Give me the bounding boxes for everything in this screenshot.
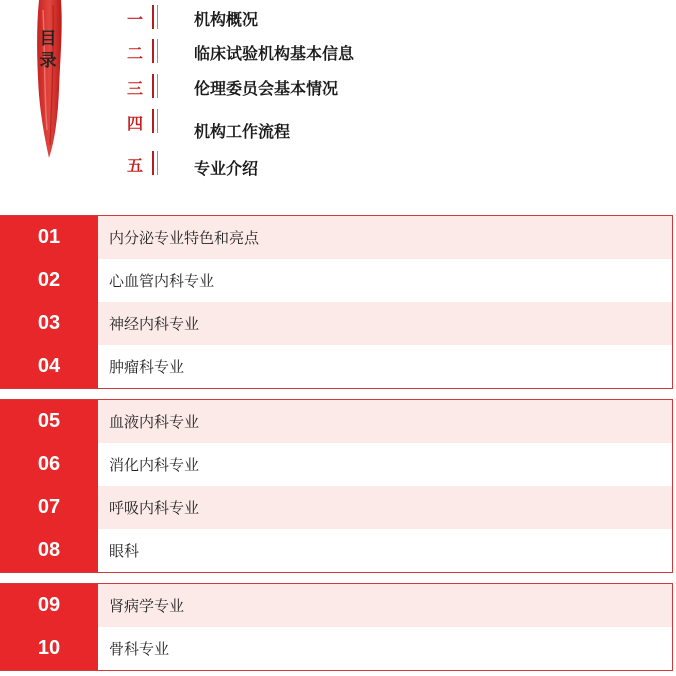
specialty-group xyxy=(0,215,673,389)
specialty-row[interactable] xyxy=(0,400,672,443)
row-label: 内分泌专业特色和亮点 xyxy=(98,216,672,259)
specialty-row[interactable] xyxy=(0,529,672,572)
divider xyxy=(157,39,158,63)
row-number: 01 xyxy=(0,216,98,259)
row-label: 血液内科专业 xyxy=(98,400,672,443)
specialty-row[interactable] xyxy=(0,486,672,529)
toc-title: 临床试验机构基本信息 xyxy=(194,44,355,63)
divider xyxy=(152,39,154,63)
divider xyxy=(157,74,158,98)
specialty-row[interactable] xyxy=(0,345,672,388)
row-number: 07 xyxy=(0,486,98,529)
specialty-group xyxy=(0,399,673,573)
row-number: 06 xyxy=(0,443,98,486)
row-number: 03 xyxy=(0,302,98,345)
row-label: 肾病学专业 xyxy=(98,584,672,627)
row-number: 04 xyxy=(0,345,98,388)
toc-title: 机构工作流程 xyxy=(194,122,291,141)
toc-number: 一 xyxy=(126,10,143,29)
row-number: 08 xyxy=(0,529,98,572)
divider xyxy=(152,5,154,29)
row-label: 神经内科专业 xyxy=(98,302,672,345)
toc-number: 二 xyxy=(126,44,143,63)
row-label: 肿瘤科专业 xyxy=(98,345,672,388)
toc-title: 专业介绍 xyxy=(194,159,259,178)
specialty-row[interactable] xyxy=(0,443,672,486)
specialty-row[interactable] xyxy=(0,259,672,302)
row-label: 呼吸内科专业 xyxy=(98,486,672,529)
divider xyxy=(152,109,154,133)
specialty-row[interactable] xyxy=(0,627,672,670)
divider xyxy=(152,151,154,175)
toc-number: 三 xyxy=(126,79,143,98)
row-number: 02 xyxy=(0,259,98,302)
row-number: 09 xyxy=(0,584,98,627)
row-label: 消化内科专业 xyxy=(98,443,672,486)
toc-number: 五 xyxy=(126,156,143,175)
divider xyxy=(157,5,158,29)
specialty-group xyxy=(0,583,673,671)
divider xyxy=(152,74,154,98)
divider xyxy=(157,151,158,175)
toc-number: 四 xyxy=(126,114,143,133)
specialty-row[interactable] xyxy=(0,302,672,345)
specialty-row[interactable] xyxy=(0,584,672,627)
divider xyxy=(157,109,158,133)
brush-stroke-decoration xyxy=(33,0,65,160)
row-number: 05 xyxy=(0,400,98,443)
toc-heading: 目录 xyxy=(39,29,57,71)
row-label: 骨科专业 xyxy=(98,627,672,670)
toc-title: 伦理委员会基本情况 xyxy=(194,79,339,98)
toc-title: 机构概况 xyxy=(194,10,259,29)
specialty-row[interactable] xyxy=(0,216,672,259)
row-label: 心血管内科专业 xyxy=(98,259,672,302)
row-label: 眼科 xyxy=(98,529,672,572)
row-number: 10 xyxy=(0,627,98,670)
